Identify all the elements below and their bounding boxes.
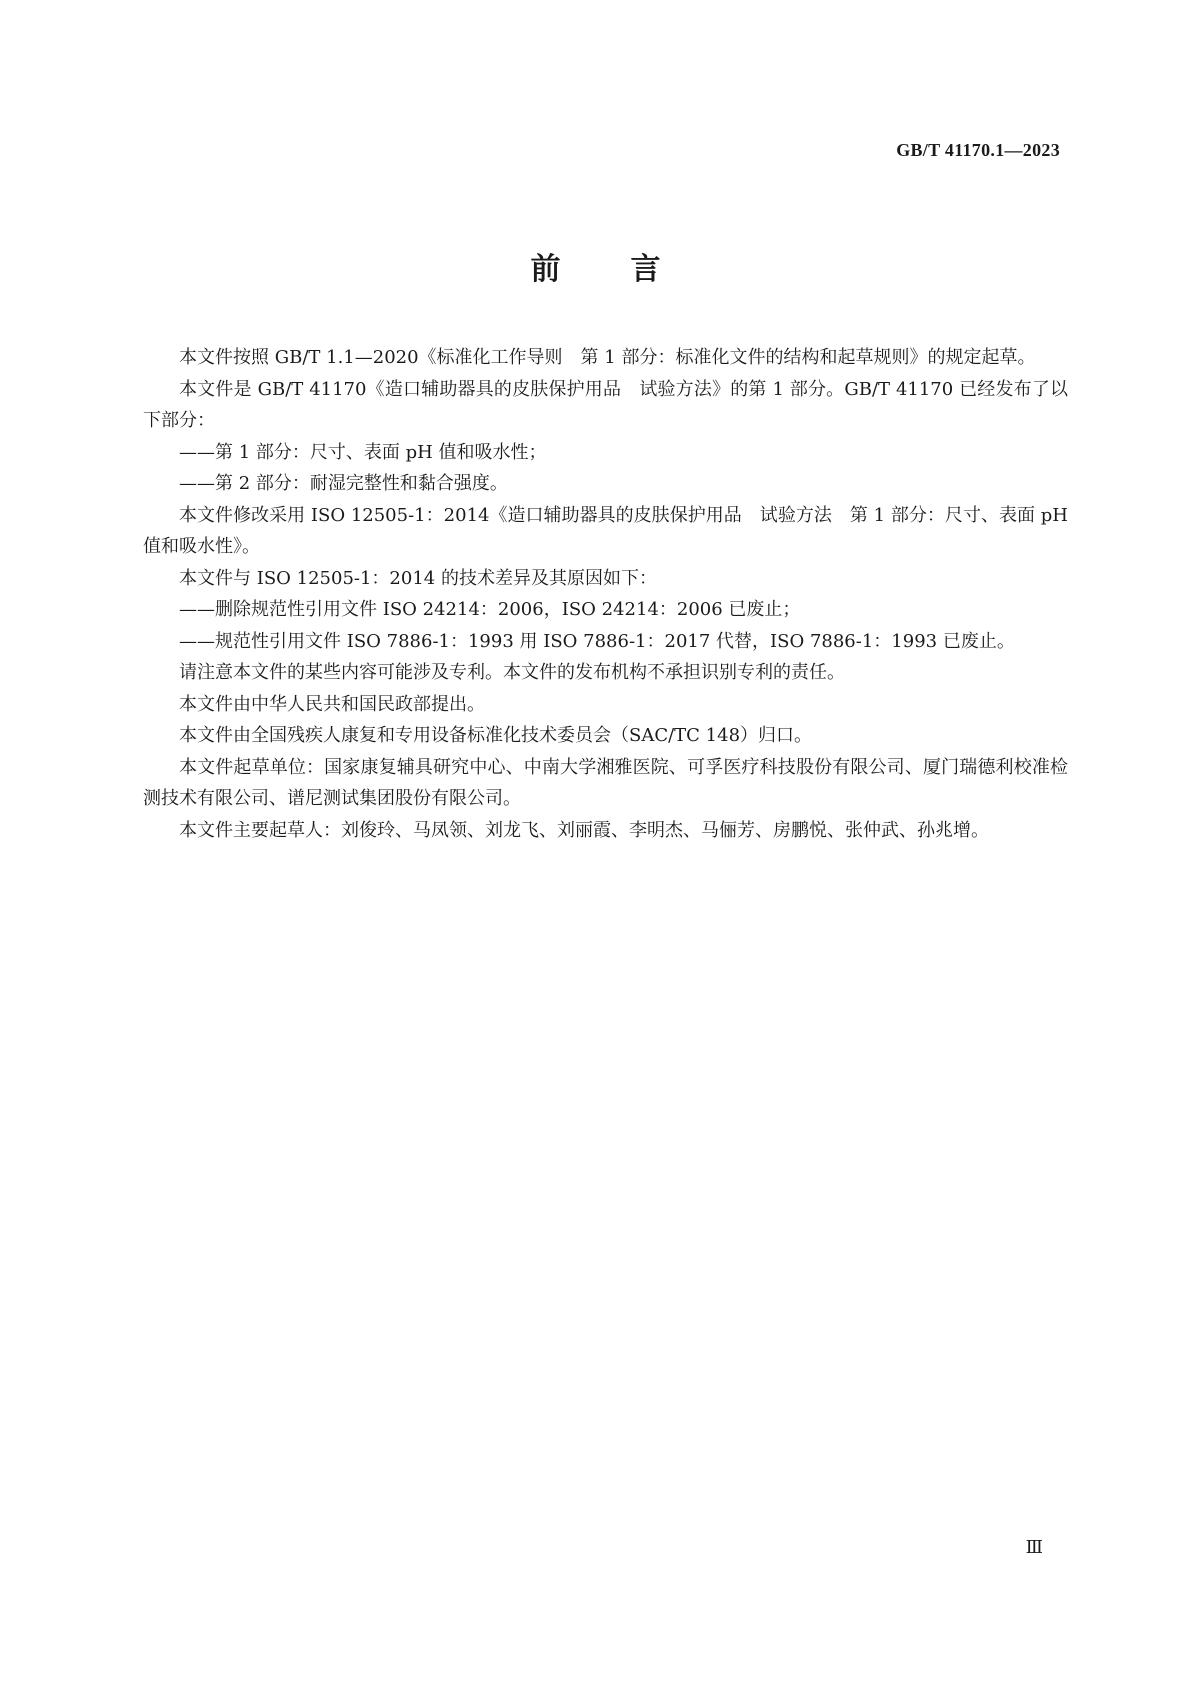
paragraph-drafting-units: 本文件起草单位：国家康复辅具研究中心、中南大学湘雅医院、可孚医疗科技股份有限公司、厦门瑞德利校准检测技术有限公司、谱尼测试集团股份有限公司。 [143, 756, 1068, 809]
page-title-char-2: 言 [630, 252, 661, 287]
paragraph-technical-committee: 本文件由全国残疾人康复和专用设备标准化技术委员会（SAC/TC 148）归口。 [179, 725, 813, 746]
list-item-part-2: ——第 2 部分：耐湿完整性和黏合强度。 [179, 473, 508, 494]
page-title-char-1: 前 [530, 252, 561, 287]
paragraph-patent-notice: 请注意本文件的某些内容可能涉及专利。本文件的发布机构不承担识别专利的责任。 [179, 662, 845, 683]
list-item-difference-1: ——删除规范性引用文件 ISO 24214：2006，ISO 24214：2006 已废止； [179, 599, 801, 620]
paragraph-part-intro: 本文件是 GB/T 41170《造口辅助器具的皮肤保护用品 试验方法》的第 1 部分。GB/T 41170 已经发布了以下部分： [143, 378, 1068, 431]
list-item-part-1: ——第 1 部分：尺寸、表面 pH 值和吸水性； [179, 441, 547, 463]
paragraph-technical-differences: 本文件与 ISO 12505-1：2014 的技术差异及其原因如下： [179, 567, 657, 589]
paragraph-drafters: 本文件主要起草人：刘俊玲、马凤领、刘龙飞、刘丽霞、李明杰、马俪芳、房鹏悦、张仲武、孙兆增。 [179, 819, 989, 841]
paragraph-modified-adoption: 本文件修改采用 ISO 12505-1：2014《造口辅助器具的皮肤保护用品 试验方法 第 1 部分：尺寸、表面 pH 值和吸水性》。 [143, 504, 1068, 557]
preface-body [143, 342, 1068, 846]
paragraph-proposer: 本文件由中华人民共和国民政部提出。 [179, 693, 485, 715]
page-title [0, 244, 1191, 288]
standard-number: GB/T 41170.1—2023 [896, 140, 1060, 160]
page-number: Ⅲ [1025, 1537, 1043, 1557]
paragraph-drafting-rules: 本文件按照 GB/T 1.1—2020《标准化工作导则 第 1 部分：标准化文件的结构和起草规则》的规定起草。 [179, 347, 1036, 368]
list-item-difference-2: ——规范性引用文件 ISO 7886-1：1993 用 ISO 7886-1：2017 代替，ISO 7886-1：1993 已废止。 [179, 630, 1015, 652]
